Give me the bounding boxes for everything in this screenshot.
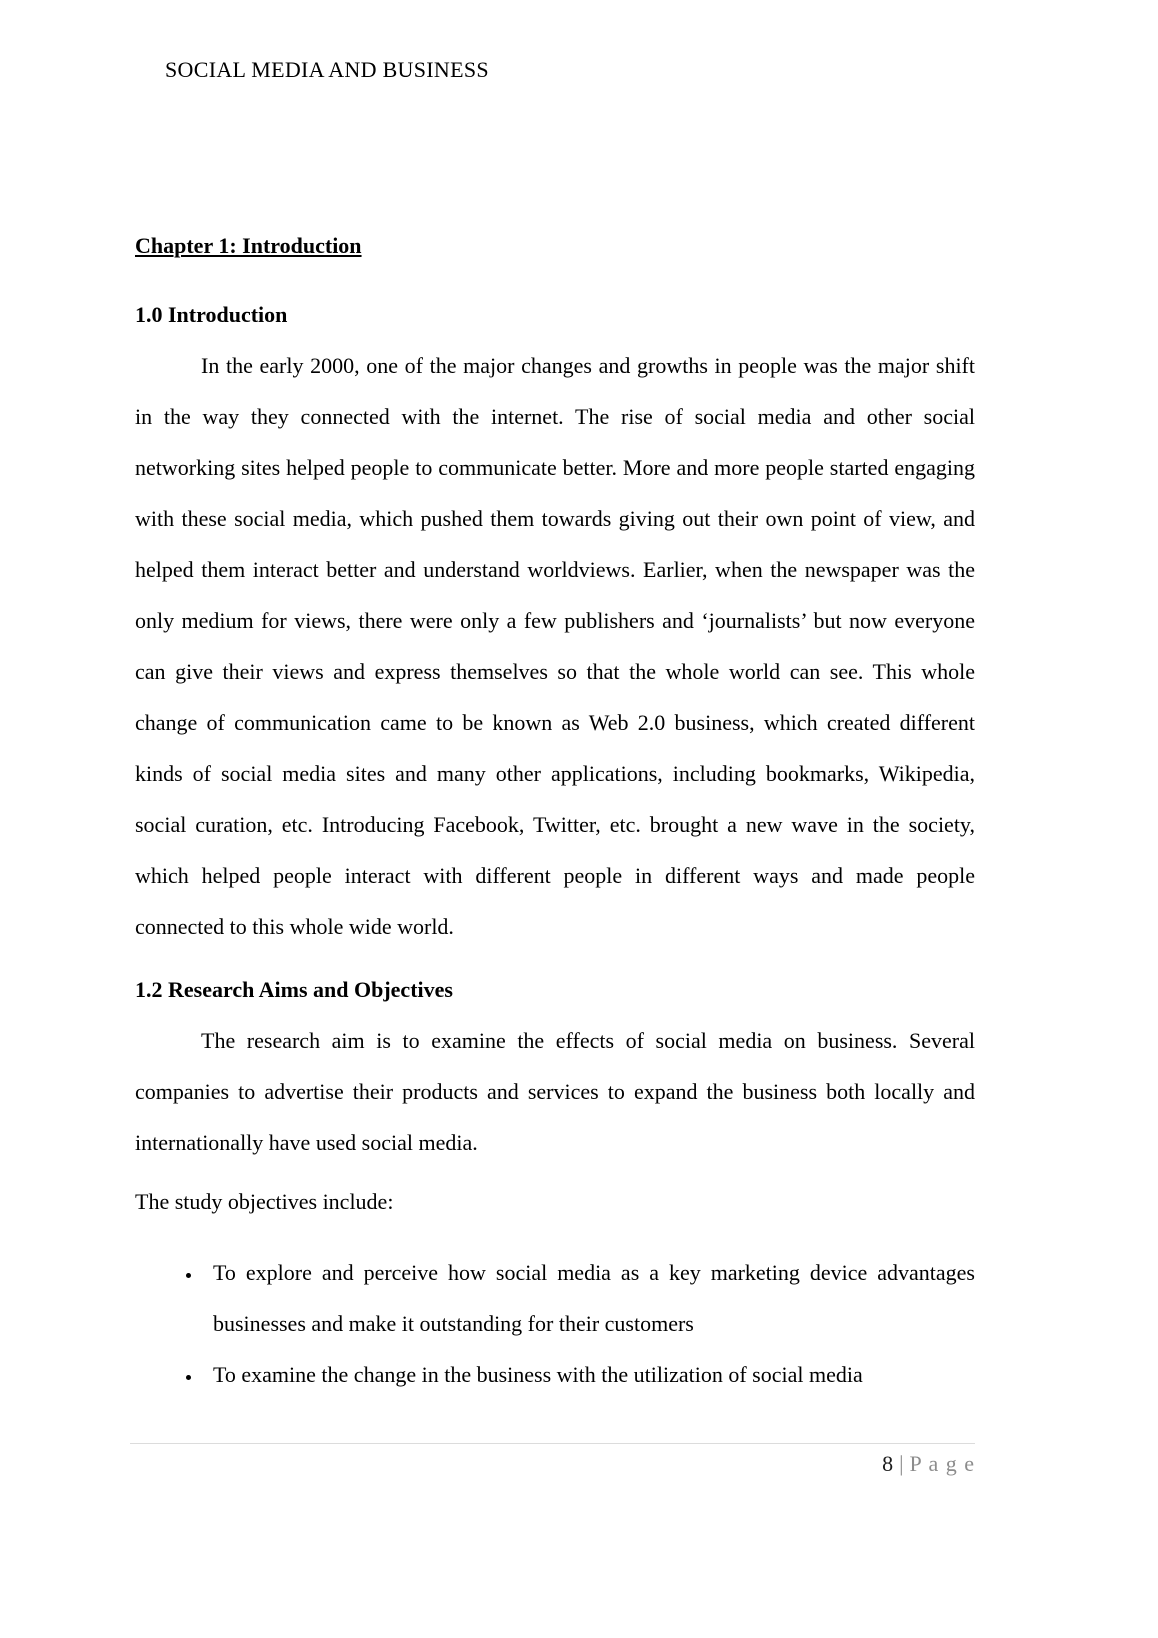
running-head-text: SOCIAL MEDIA AND BUSINESS (165, 57, 489, 82)
chapter-heading: Chapter 1: Introduction (135, 233, 362, 258)
section-heading-introduction: 1.0 Introduction (135, 302, 288, 327)
objectives-intro-text: The study objectives include: (135, 1189, 394, 1214)
objectives-list (135, 1247, 975, 1400)
list-item: • To examine the change in the business with the utilization of social media (203, 1349, 975, 1400)
page-number-block (882, 1450, 975, 1478)
list-item: • To explore and perceive how social media as a key marketing device advantages businesses and make it outstanding for their customers (203, 1247, 975, 1349)
footer-divider (130, 1443, 975, 1444)
page-number-value: 8 (882, 1451, 894, 1476)
page-number-separator: | (899, 1451, 904, 1476)
page-label: P a g e (909, 1451, 975, 1476)
running-head (165, 56, 489, 84)
document-body (135, 220, 975, 1400)
paragraph-research-aims: The research aim is to examine the effects of social media on business. Several companies to advertise their products and services to expand the business both locally and internationally have used social media. (135, 1028, 975, 1155)
paragraph-introduction: In the early 2000, one of the major changes and growths in people was the major shift in the way they connected with the internet. The rise of social media and other social networking sites helped people to communicate better. More and more people started engaging with these social media, which pushed them towards giving out their own point of view, and helped them interact better and understand worldviews. Earlier, when the newspaper was the only medium for views, there were only a few publishers and ‘journalists’ but now everyone can give their views and express themselves so that the whole world can see. This whole change of communication came to be known as Web 2.0 business, which created different kinds of social media sites and many other applications, including bookmarks, Wikipedia, social curation, etc. Introducing Facebook, Twitter, etc. brought a new wave in the society, which helped people interact with different people in different ways and made people connected to this whole wide world. (135, 353, 975, 939)
section-heading-research-aims: 1.2 Research Aims and Objectives (135, 977, 453, 1002)
